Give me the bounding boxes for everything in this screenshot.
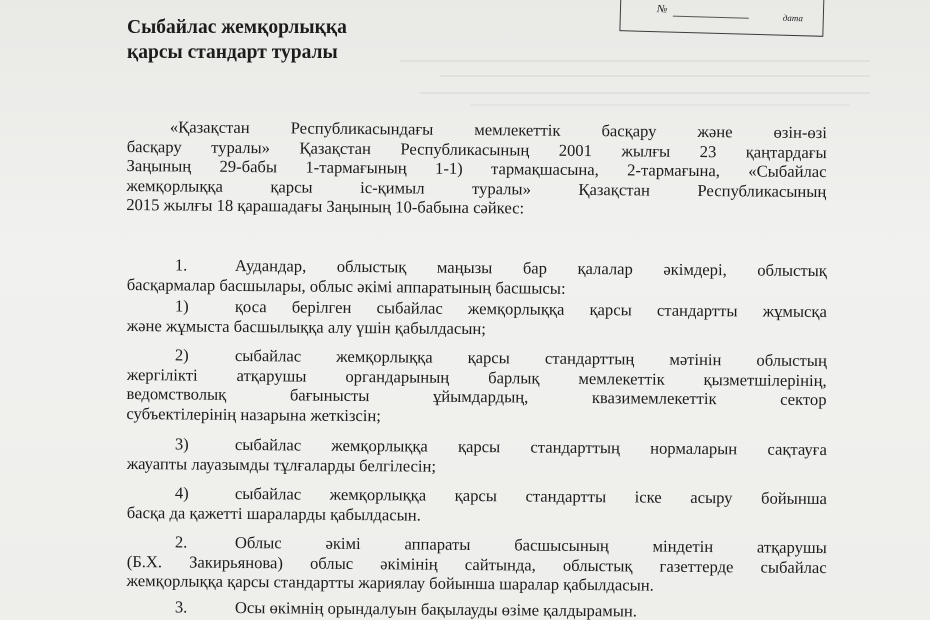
- stamp-number-line: [673, 16, 749, 19]
- item-number: 2.: [174, 532, 188, 552]
- item-1-line: басқармалар басшылары, облыс әкімі аппаратының басшысы:: [126, 274, 566, 298]
- subitem-line: жергілікті атқарушы органдарының барлық мемлекеттік қызметшілерінің,: [126, 364, 827, 390]
- subitem-line: 2) сыбайлас жемқорлыққа қарсы стандарттың мәтінін облыстың: [174, 345, 827, 371]
- bleed-through-line: [420, 92, 870, 94]
- item-1: [127, 255, 827, 300]
- subitem-line: 4) сыбайлас жемқорлыққа қарсы стандартты іске асыру бойынша: [174, 483, 827, 509]
- preamble-line: «Қазақстан Республикасындағы мемлекеттік басқару және өзін-өзі: [169, 117, 827, 143]
- subitem-number: 2): [174, 345, 189, 365]
- title-line-1: Сыбайлас жемқорлыққа: [127, 17, 347, 38]
- item-2: [126, 532, 826, 597]
- subitem-4: [127, 483, 827, 528]
- subitem-2: [126, 345, 827, 429]
- item-3-line: 3. Осы өкімнің орындалуын бақылауды өзіме қалдырамын.: [174, 597, 638, 620]
- item-2-line: жемқорлыққа қарсы стандартты жариялау бойынша шаралар қабылдасын.: [126, 570, 654, 595]
- subitem-line: ведомстволық бағынысты ұйымдардың, квазимемлекеттік сектор: [126, 383, 827, 410]
- title-line-2: қарсы стандарт туралы: [127, 42, 338, 63]
- subitem-line: басқа да қажетті шараларды қабылдасын.: [126, 502, 421, 525]
- preamble-line: Заңының 29-бабы 1-тармағының 1-1) тармақшасына, 2-тармағына, «Сыбайлас: [126, 155, 827, 182]
- subitem-1: [127, 296, 827, 341]
- preamble-line: жемқорлыққа қарсы іс-қимыл туралы» Қазақстан Республикасының: [126, 175, 827, 201]
- item-1-line: 1. Аудандар, облыстық маңызы бар қалалар әкімдері, облыстық: [174, 255, 827, 281]
- preamble: [126, 117, 827, 221]
- subitem-line: 1) қоса берілген сыбайлас жемқорлыққа қарсы стандартты жұмысқа: [174, 296, 827, 322]
- preamble-line: басқару туралы» Қазақстан Республикасының 2001 жылғы 23 қаңтардағы: [126, 136, 827, 162]
- subitem-line: жауапты лауазымды тұлғаларды белгілесін;: [126, 453, 437, 476]
- subitem-number: 1): [174, 296, 189, 316]
- subitem-line: субъектілерінің назарына жеткізсін;: [126, 403, 382, 425]
- document-title: [127, 15, 347, 65]
- bleed-through-line: [440, 75, 870, 77]
- item-3: [127, 597, 827, 620]
- subitem-line: 3) сыбайлас жемқорлыққа қарсы стандарттың нормаларын сақтауға: [174, 434, 827, 460]
- preamble-line: 2015 жылғы 18 қарашадағы Заңының 10-бабына сәйкес:: [126, 194, 525, 218]
- item-number: 3.: [174, 597, 188, 617]
- subitem-line: және жұмыста басшылыққа алу үшін қабылдасын;: [126, 315, 487, 338]
- registration-stamp: [619, 0, 824, 37]
- stamp-number-label: №: [656, 3, 668, 16]
- item-2-line: 2. Облыс әкімі аппараты басшысының міндетін атқарушы: [174, 532, 827, 558]
- subitem-3: [127, 434, 827, 479]
- bleed-through-line: [400, 60, 870, 62]
- stamp-date-label: дата: [782, 12, 804, 24]
- subitem-number: 4): [174, 483, 189, 503]
- item-2-line: (Б.Х. Закирьянова) облыс әкімінің сайтында, облыстық газеттерде сыбайлас: [126, 551, 827, 577]
- bleed-through-line: [470, 104, 850, 106]
- item-number: 1.: [174, 255, 188, 275]
- subitem-number: 3): [174, 434, 189, 454]
